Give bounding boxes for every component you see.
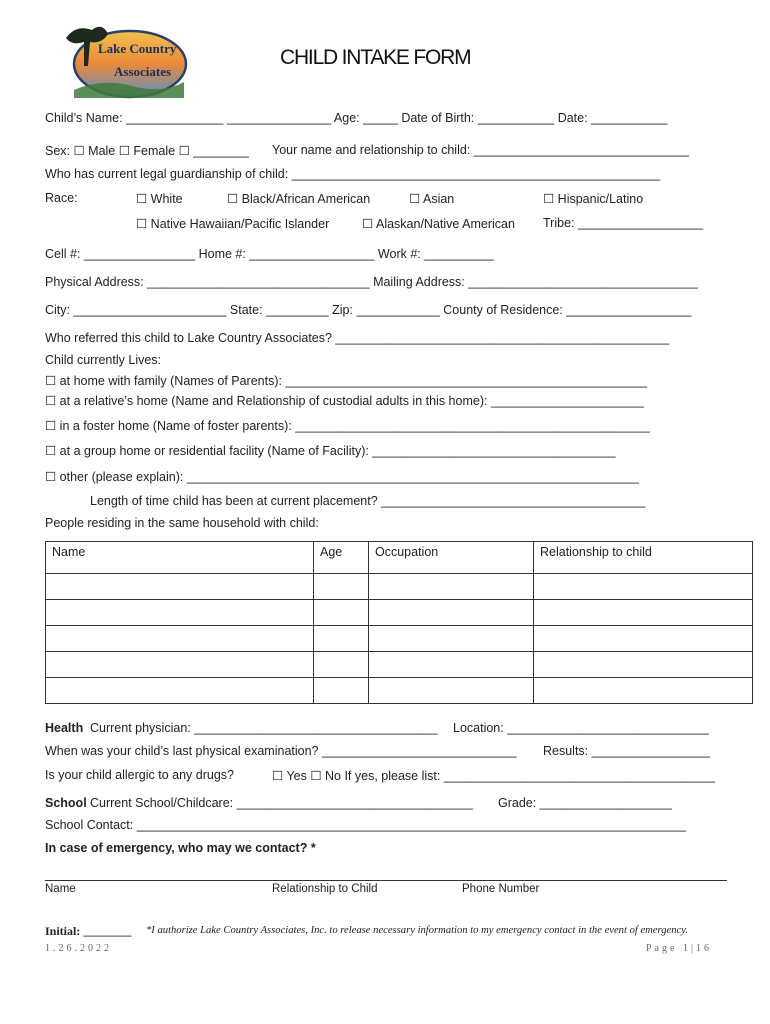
table-row [46,678,753,704]
household-table [45,541,753,704]
race-alaskan-checkbox[interactable]: ☐ Alaskan/Native American [362,217,515,231]
school-section-label: School [45,796,87,810]
col-header-name: Name [46,542,314,574]
table-cell[interactable] [314,600,369,626]
table-cell[interactable] [369,626,534,652]
table-row [46,574,753,600]
allergic-question: Is your child allergic to any drugs? [45,768,234,782]
table-cell[interactable] [314,678,369,704]
phone-row[interactable]: Cell #: ________________ Home #: __________________ Work #: __________ [45,247,494,261]
grade-field[interactable]: Grade: ___________________ [498,796,672,810]
emergency-name-label: Name [45,883,76,895]
relationship-field[interactable]: Your name and relationship to child: _______________________________ [272,143,690,157]
referred-field[interactable]: Who referred this child to Lake Country Associates? ________________________________________________ [45,331,670,345]
table-cell[interactable] [369,574,534,600]
col-header-age: Age [314,542,369,574]
form-title: CHILD INTAKE FORM [280,46,471,69]
initial-field[interactable]: Initial: ________ [45,924,132,938]
col-header-relationship: Relationship to child [534,542,753,574]
table-row [46,600,753,626]
table-cell[interactable] [534,652,753,678]
table-cell[interactable] [46,626,314,652]
emergency-relationship-label: Relationship to Child [272,883,378,895]
city-row[interactable]: City: ______________________ State: _________ Zip: ____________ County of Residence: __________________ [45,303,692,317]
table-cell[interactable] [534,626,753,652]
physician-field[interactable]: Current physician: ___________________________________ [90,721,438,735]
table-cell[interactable] [314,652,369,678]
table-cell[interactable] [46,600,314,626]
tribe-field[interactable]: Tribe: __________________ [543,216,704,230]
health-section-label: Health [45,721,84,735]
table-cell[interactable] [534,600,753,626]
lives-other-option[interactable]: ☐ other (please explain): _________________________________________________________________ [45,470,639,484]
lives-group-option[interactable]: ☐ at a group home or residential facility (Name of Facility): ___________________________________ [45,444,616,458]
table-cell[interactable] [46,652,314,678]
emergency-heading: In case of emergency, who may we contact? * [45,841,316,855]
table-cell[interactable] [314,626,369,652]
lives-relative-option[interactable]: ☐ at a relative’s home (Name and Relationship of custodial adults in this home): ______________________ [45,394,644,408]
results-field[interactable]: Results: _________________ [543,744,710,758]
svg-text:Lake Country: Lake Country [98,41,177,56]
table-cell[interactable] [369,652,534,678]
table-row [46,626,753,652]
table-cell[interactable] [46,574,314,600]
svg-text:Associates: Associates [114,64,172,79]
table-cell[interactable] [369,678,534,704]
current-school-field[interactable]: Current School/Childcare: __________________________________ [90,796,473,810]
authorization-text: *I authorize Lake Country Associates, Inc. to release necessary information to my emergency contact in the event of emergency. [146,925,689,936]
location-field[interactable]: Location: _____________________________ [453,721,709,735]
lives-label: Child currently Lives: [45,353,162,367]
table-cell[interactable] [534,574,753,600]
table-row [46,652,753,678]
last-physical-field[interactable]: When was your child’s last physical examination? ____________________________ [45,744,517,758]
footer-date: 1.26.2022 [45,943,112,954]
table-header-row [46,542,753,574]
race-white-checkbox[interactable]: ☐ White [136,192,183,206]
child-name-row[interactable]: Child’s Name: ______________ _______________ Age: _____ Date of Birth: ___________ Date: ___________ [45,111,668,125]
race-hawaiian-checkbox[interactable]: ☐ Native Hawaiian/Pacific Islander [136,217,330,231]
address-row[interactable]: Physical Address: ________________________________ Mailing Address: _________________________________ [45,275,698,289]
race-asian-checkbox[interactable]: ☐ Asian [409,192,455,206]
company-logo [62,20,192,100]
race-label: Race: [45,191,78,205]
table-cell[interactable] [534,678,753,704]
lives-foster-option[interactable]: ☐ in a foster home (Name of foster parents): ___________________________________________________ [45,419,650,433]
guardianship-field[interactable]: Who has current legal guardianship of child: _____________________________________________________ [45,167,661,181]
race-hispanic-checkbox[interactable]: ☐ Hispanic/Latino [543,192,644,206]
household-label: People residing in the same household with child: [45,516,319,530]
table-cell[interactable] [314,574,369,600]
allergic-options[interactable]: ☐ Yes ☐ No If yes, please list: _______________________________________ [272,769,715,783]
sex-row[interactable]: Sex: ☐ Male ☐ Female ☐ ________ [45,144,249,158]
col-header-occupation: Occupation [369,542,534,574]
school-contact-field[interactable]: School Contact: _______________________________________________________________________________ [45,818,686,832]
table-cell[interactable] [369,600,534,626]
race-black-checkbox[interactable]: ☐ Black/African American [227,192,371,206]
lives-family-option[interactable]: ☐ at home with family (Names of Parents): ____________________________________________________ [45,374,647,388]
footer-page-number: Page 1|16 [646,943,712,954]
table-cell[interactable] [46,678,314,704]
length-of-time-field[interactable]: Length of time child has been at current placement? ______________________________________ [90,494,646,508]
emergency-phone-label: Phone Number [462,883,540,895]
emergency-contact-line[interactable] [45,880,727,881]
